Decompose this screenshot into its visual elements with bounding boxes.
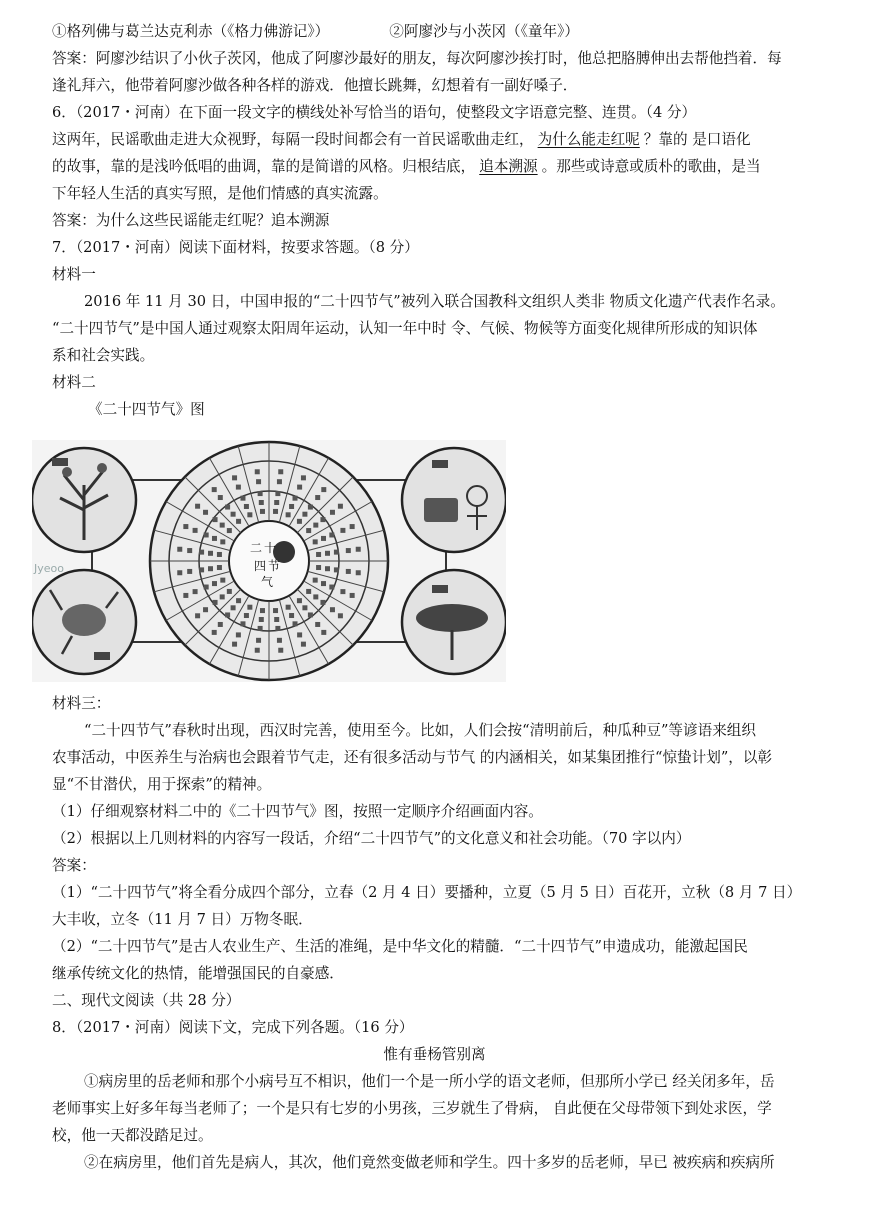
wheel-glyph-mark <box>286 512 291 517</box>
wheel-glyph-mark <box>213 600 218 605</box>
material-3-text: “二十四节气”春秋时出现，西汉时完善，使用至今。比如，人们会按“清明前后，种瓜种豆”等谚语来组织 <box>84 722 756 739</box>
q6-answer: 答案：为什么这些民谣能走红呢？追本溯源 <box>52 212 330 229</box>
wheel-glyph-mark <box>289 504 294 509</box>
wheel-glyph-mark <box>321 536 326 541</box>
wheel-glyph-mark <box>204 585 209 590</box>
material-1-text: 2016 年 11 月 30 日，中国申报的“二十四节气”被列入联合国教科文组织人类非 物质文化遗产代表作名录。 <box>84 293 785 310</box>
winter-medallion <box>402 570 506 674</box>
wheel-glyph-mark <box>273 509 278 514</box>
wheel-glyph-mark <box>321 581 326 586</box>
wheel-glyph-mark <box>330 510 335 515</box>
center-glyph: 节 <box>268 559 281 573</box>
wheel-glyph-mark <box>212 487 217 492</box>
wheel-glyph-mark <box>301 642 306 647</box>
wheel-glyph-mark <box>350 593 355 598</box>
wheel-glyph-mark <box>302 605 307 610</box>
wheel-glyph-mark <box>247 512 252 517</box>
wheel-glyph-mark <box>220 594 225 599</box>
wheel-glyph-mark <box>277 479 282 484</box>
wheel-glyph-mark <box>195 613 200 618</box>
wheel-glyph-mark <box>277 638 282 643</box>
wheel-glyph-mark <box>313 539 318 544</box>
wheel-glyph-mark <box>321 630 326 635</box>
wheel-glyph-mark <box>278 648 283 653</box>
wheel-glyph-mark <box>306 528 311 533</box>
material-1-text: “二十四节气”是中国人通过观察太阳周年运动，认知一年中时 令、气候、物候等方面变化规律所形成的知识体 <box>52 320 758 337</box>
wheel-glyph-mark <box>274 617 279 622</box>
answer-2: 继承传统文化的热情，能增强国民的自豪感． <box>52 965 344 982</box>
wheel-glyph-mark <box>227 528 232 533</box>
wheel-glyph-mark <box>316 565 321 570</box>
wheel-glyph-mark <box>338 504 343 509</box>
wheel-glyph-mark <box>329 532 334 537</box>
wheel-glyph-mark <box>315 495 320 500</box>
wheel-glyph-mark <box>338 613 343 618</box>
wheel-glyph-mark <box>177 547 182 552</box>
wheel-glyph-mark <box>220 523 225 528</box>
wheel-glyph-mark <box>225 612 230 617</box>
figure-caption: 《二十四节气》图 <box>88 401 205 418</box>
material-3-label: 材料三： <box>52 695 111 712</box>
wheel-glyph-mark <box>199 550 204 555</box>
wheel-glyph-mark <box>289 613 294 618</box>
material-3-text: 显“不甘潜伏，用于探索”的精神。 <box>52 776 272 793</box>
wheel-glyph-mark <box>195 504 200 509</box>
question-6: 6．（2017・河南）在下面一段文字的横线处补写恰当的语句，使整段文字语意完整、连贯。（4 分） <box>52 104 697 121</box>
wheel-glyph-mark <box>212 581 217 586</box>
wheel-glyph-mark <box>297 598 302 603</box>
answer-line: 逢礼拜六，他带着阿廖沙做各种各样的游戏．他擅长跳舞，幻想着有一副好嗓子． <box>52 77 578 94</box>
wheel-glyph-mark <box>231 512 236 517</box>
wheel-glyph-mark <box>183 524 188 529</box>
wheel-glyph-mark <box>259 500 264 505</box>
summer-medallion <box>402 448 506 552</box>
wheel-glyph-mark <box>320 517 325 522</box>
wheel-glyph-mark <box>183 593 188 598</box>
wheel-glyph-mark <box>350 524 355 529</box>
question-8: 8．（2017・河南）阅读下文，完成下列各题。（16 分） <box>52 1019 414 1036</box>
wheel-glyph-mark <box>346 569 351 574</box>
article-paragraph: 老师事实上好多年每当老师了；一个是只有七岁的小男孩，三岁就生了骨病， 自此便在父母带领下到处求医，学 <box>52 1100 772 1117</box>
wheel-glyph-mark <box>308 612 313 617</box>
question-7: 7．（2017・河南）阅读下面材料，按要求答题。（8 分） <box>52 239 419 256</box>
wheel-glyph-mark <box>356 570 361 575</box>
wheel-glyph-mark <box>330 607 335 612</box>
wheel-glyph-mark <box>231 605 236 610</box>
autumn-medallion <box>32 570 136 674</box>
wheel-glyph-mark <box>315 622 320 627</box>
sub-question-2: （2）根据以上几则材料的内容写一段话，介绍“二十四节气”的文化意义和社会功能。（70 字以内） <box>52 830 691 847</box>
wheel-glyph-mark <box>255 469 260 474</box>
center-glyph: 十 <box>264 541 277 555</box>
wheel-glyph-mark <box>256 479 261 484</box>
wheel-glyph-mark <box>259 617 264 622</box>
q6-passage-line: 下年轻人生活的真实写照，是他们情感的真实流露。 <box>52 185 388 202</box>
wheel-glyph-mark <box>356 547 361 552</box>
wheel-glyph-mark <box>255 648 260 653</box>
wheel-glyph-mark <box>258 626 263 631</box>
option-line <box>52 20 822 44</box>
wheel-glyph-mark <box>208 551 213 556</box>
wheel-glyph-mark <box>177 570 182 575</box>
wheel-glyph-mark <box>203 607 208 612</box>
fill-blank-2: 追本溯源 <box>479 158 538 175</box>
wheel-glyph-mark <box>260 509 265 514</box>
wheel-glyph-mark <box>316 552 321 557</box>
wheel-glyph-mark <box>244 504 249 509</box>
q6-passage-line: 这两年，民谣歌曲走进大众视野，每隔一段时间都会有一首民谣歌曲走红， 为什么能走红呢 ？靠的 是口语化 <box>52 131 751 148</box>
wheel-glyph-mark <box>187 548 192 553</box>
wheel-glyph-mark <box>346 548 351 553</box>
center-glyph: 二 <box>250 541 263 555</box>
wheel-glyph-mark <box>313 594 318 599</box>
answer-label: 答案： <box>52 857 96 874</box>
wheel-glyph-mark <box>321 487 326 492</box>
wheel-glyph-mark <box>297 485 302 490</box>
wheel-glyph-mark <box>302 512 307 517</box>
wheel-glyph-mark <box>247 605 252 610</box>
wheel-glyph-mark <box>340 528 345 533</box>
wheel-glyph-mark <box>193 589 198 594</box>
material-2-label: 材料二 <box>52 374 96 391</box>
spring-medallion <box>32 448 136 552</box>
section-heading: 二、现代文阅读（共 28 分） <box>52 992 241 1009</box>
wheel-glyph-mark <box>334 550 339 555</box>
wheel-glyph-mark <box>256 638 261 643</box>
wheel-glyph-mark <box>199 567 204 572</box>
wheel-glyph-mark <box>273 608 278 613</box>
wheel-glyph-mark <box>220 539 225 544</box>
option-1: ①格列佛与葛兰达克利赤（《格力佛游记》） <box>52 23 330 40</box>
solar-terms-wheel <box>150 442 388 680</box>
answer-1: 大丰收，立冬（11 月 7 日）万物冬眠． <box>52 911 313 928</box>
wheel-glyph-mark <box>208 566 213 571</box>
wheel-glyph-mark <box>204 532 209 537</box>
wheel-glyph-mark <box>236 485 241 490</box>
wheel-glyph-mark <box>220 578 225 583</box>
wheel-glyph-mark <box>225 505 230 510</box>
solar-terms-image <box>32 440 506 682</box>
wheel-glyph-mark <box>293 496 298 501</box>
wheel-glyph-mark <box>320 600 325 605</box>
watermark: Jyeoo <box>34 562 64 575</box>
wheel-glyph-mark <box>236 519 241 524</box>
wheel-glyph-mark <box>297 519 302 524</box>
wheel-glyph-mark <box>212 630 217 635</box>
wheel-glyph-mark <box>240 496 245 501</box>
wheel-glyph-mark <box>217 552 222 557</box>
wheel-glyph-mark <box>301 475 306 480</box>
wheel-glyph-mark <box>258 491 263 496</box>
answer-2: （2）“二十四节气”是古人农业生产、生活的准绳，是中华文化的精髓．“二十四节气”申遗成功，能激起国民 <box>52 938 748 955</box>
wheel-glyph-mark <box>306 589 311 594</box>
wheel-glyph-mark <box>286 605 291 610</box>
fill-blank-1: 为什么能走红呢 <box>537 131 640 148</box>
wheel-glyph-mark <box>187 569 192 574</box>
wheel-glyph-mark <box>193 528 198 533</box>
wheel-glyph-mark <box>232 642 237 647</box>
wheel-glyph-mark <box>227 589 232 594</box>
wheel-glyph-mark <box>274 500 279 505</box>
wheel-glyph-mark <box>217 565 222 570</box>
q6-passage-line: 的故事，靠的是浅吟低唱的曲调，靠的是简谱的风格。归根结底， 追本溯源 。那些或诗意或质朴的歌曲，是当 <box>52 158 761 175</box>
wheel-glyph-mark <box>260 608 265 613</box>
center-glyph: 四 <box>254 559 267 573</box>
material-3-text: 农事活动，中医养生与治病也会跟着节气走，还有很多活动与节气 的内涵相关，如某集团推行“惊蛰计划”，以彰 <box>52 749 773 766</box>
article-paragraph: ②在病房里，他们首先是病人，其次，他们竟然变做老师和学生。四十多岁的岳老师，早已 被疾病和疾病所 <box>84 1154 775 1171</box>
wheel-glyph-mark <box>236 598 241 603</box>
center-glyph: 气 <box>261 575 274 589</box>
wheel-glyph-mark <box>329 585 334 590</box>
wheel-glyph-mark <box>212 536 217 541</box>
wheel-glyph-mark <box>213 517 218 522</box>
wheel-glyph-mark <box>236 632 241 637</box>
article-paragraph: 校，他一天都没踏足过。 <box>52 1127 213 1144</box>
wheel-glyph-mark <box>244 613 249 618</box>
answer-line: 答案：阿廖沙结识了小伙子茨冈，他成了阿廖沙最好的朋友，每次阿廖沙挨打时，他总把胳膊伸出去帮他挡着．每 <box>52 50 782 67</box>
wheel-glyph-mark <box>297 632 302 637</box>
wheel-glyph-mark <box>308 505 313 510</box>
wheel-glyph-mark <box>313 523 318 528</box>
wheel-glyph-mark <box>232 475 237 480</box>
answer-1: （1）“二十四节气”将全看分成四个部分，立春（2 月 4 日）要播种，立夏（5 月 5 日）百花开，立秋（8 月 7 日） <box>52 884 802 901</box>
wheel-glyph-mark <box>275 491 280 496</box>
article-paragraph: ①病房里的岳老师和那个小病号互不相识，他们一个是一所小学的语文老师，但那所小学已 经关闭多年，岳 <box>84 1073 775 1090</box>
article-title: 惟有垂杨管别离 <box>383 1046 486 1063</box>
solar-terms-figure <box>32 440 506 682</box>
wheel-glyph-mark <box>313 578 318 583</box>
wheel-glyph-mark <box>218 495 223 500</box>
wheel-glyph-mark <box>203 510 208 515</box>
wheel-glyph-mark <box>240 621 245 626</box>
wheel-glyph-mark <box>325 566 330 571</box>
wheel-glyph-mark <box>334 567 339 572</box>
wheel-glyph-mark <box>325 551 330 556</box>
sub-question-1: （1）仔细观察材料二中的《二十四节气》图，按照一定顺序介绍画面内容。 <box>52 803 543 820</box>
option-2: ②阿廖沙与小茨冈（《童年》） <box>389 23 579 40</box>
wheel-glyph-mark <box>340 589 345 594</box>
material-1-text: 系和社会实践。 <box>52 347 155 364</box>
wheel-glyph-mark <box>278 469 283 474</box>
wheel-glyph-mark <box>293 621 298 626</box>
wheel-glyph-mark <box>218 622 223 627</box>
wheel-glyph-mark <box>275 626 280 631</box>
material-1-label: 材料一 <box>52 266 96 283</box>
